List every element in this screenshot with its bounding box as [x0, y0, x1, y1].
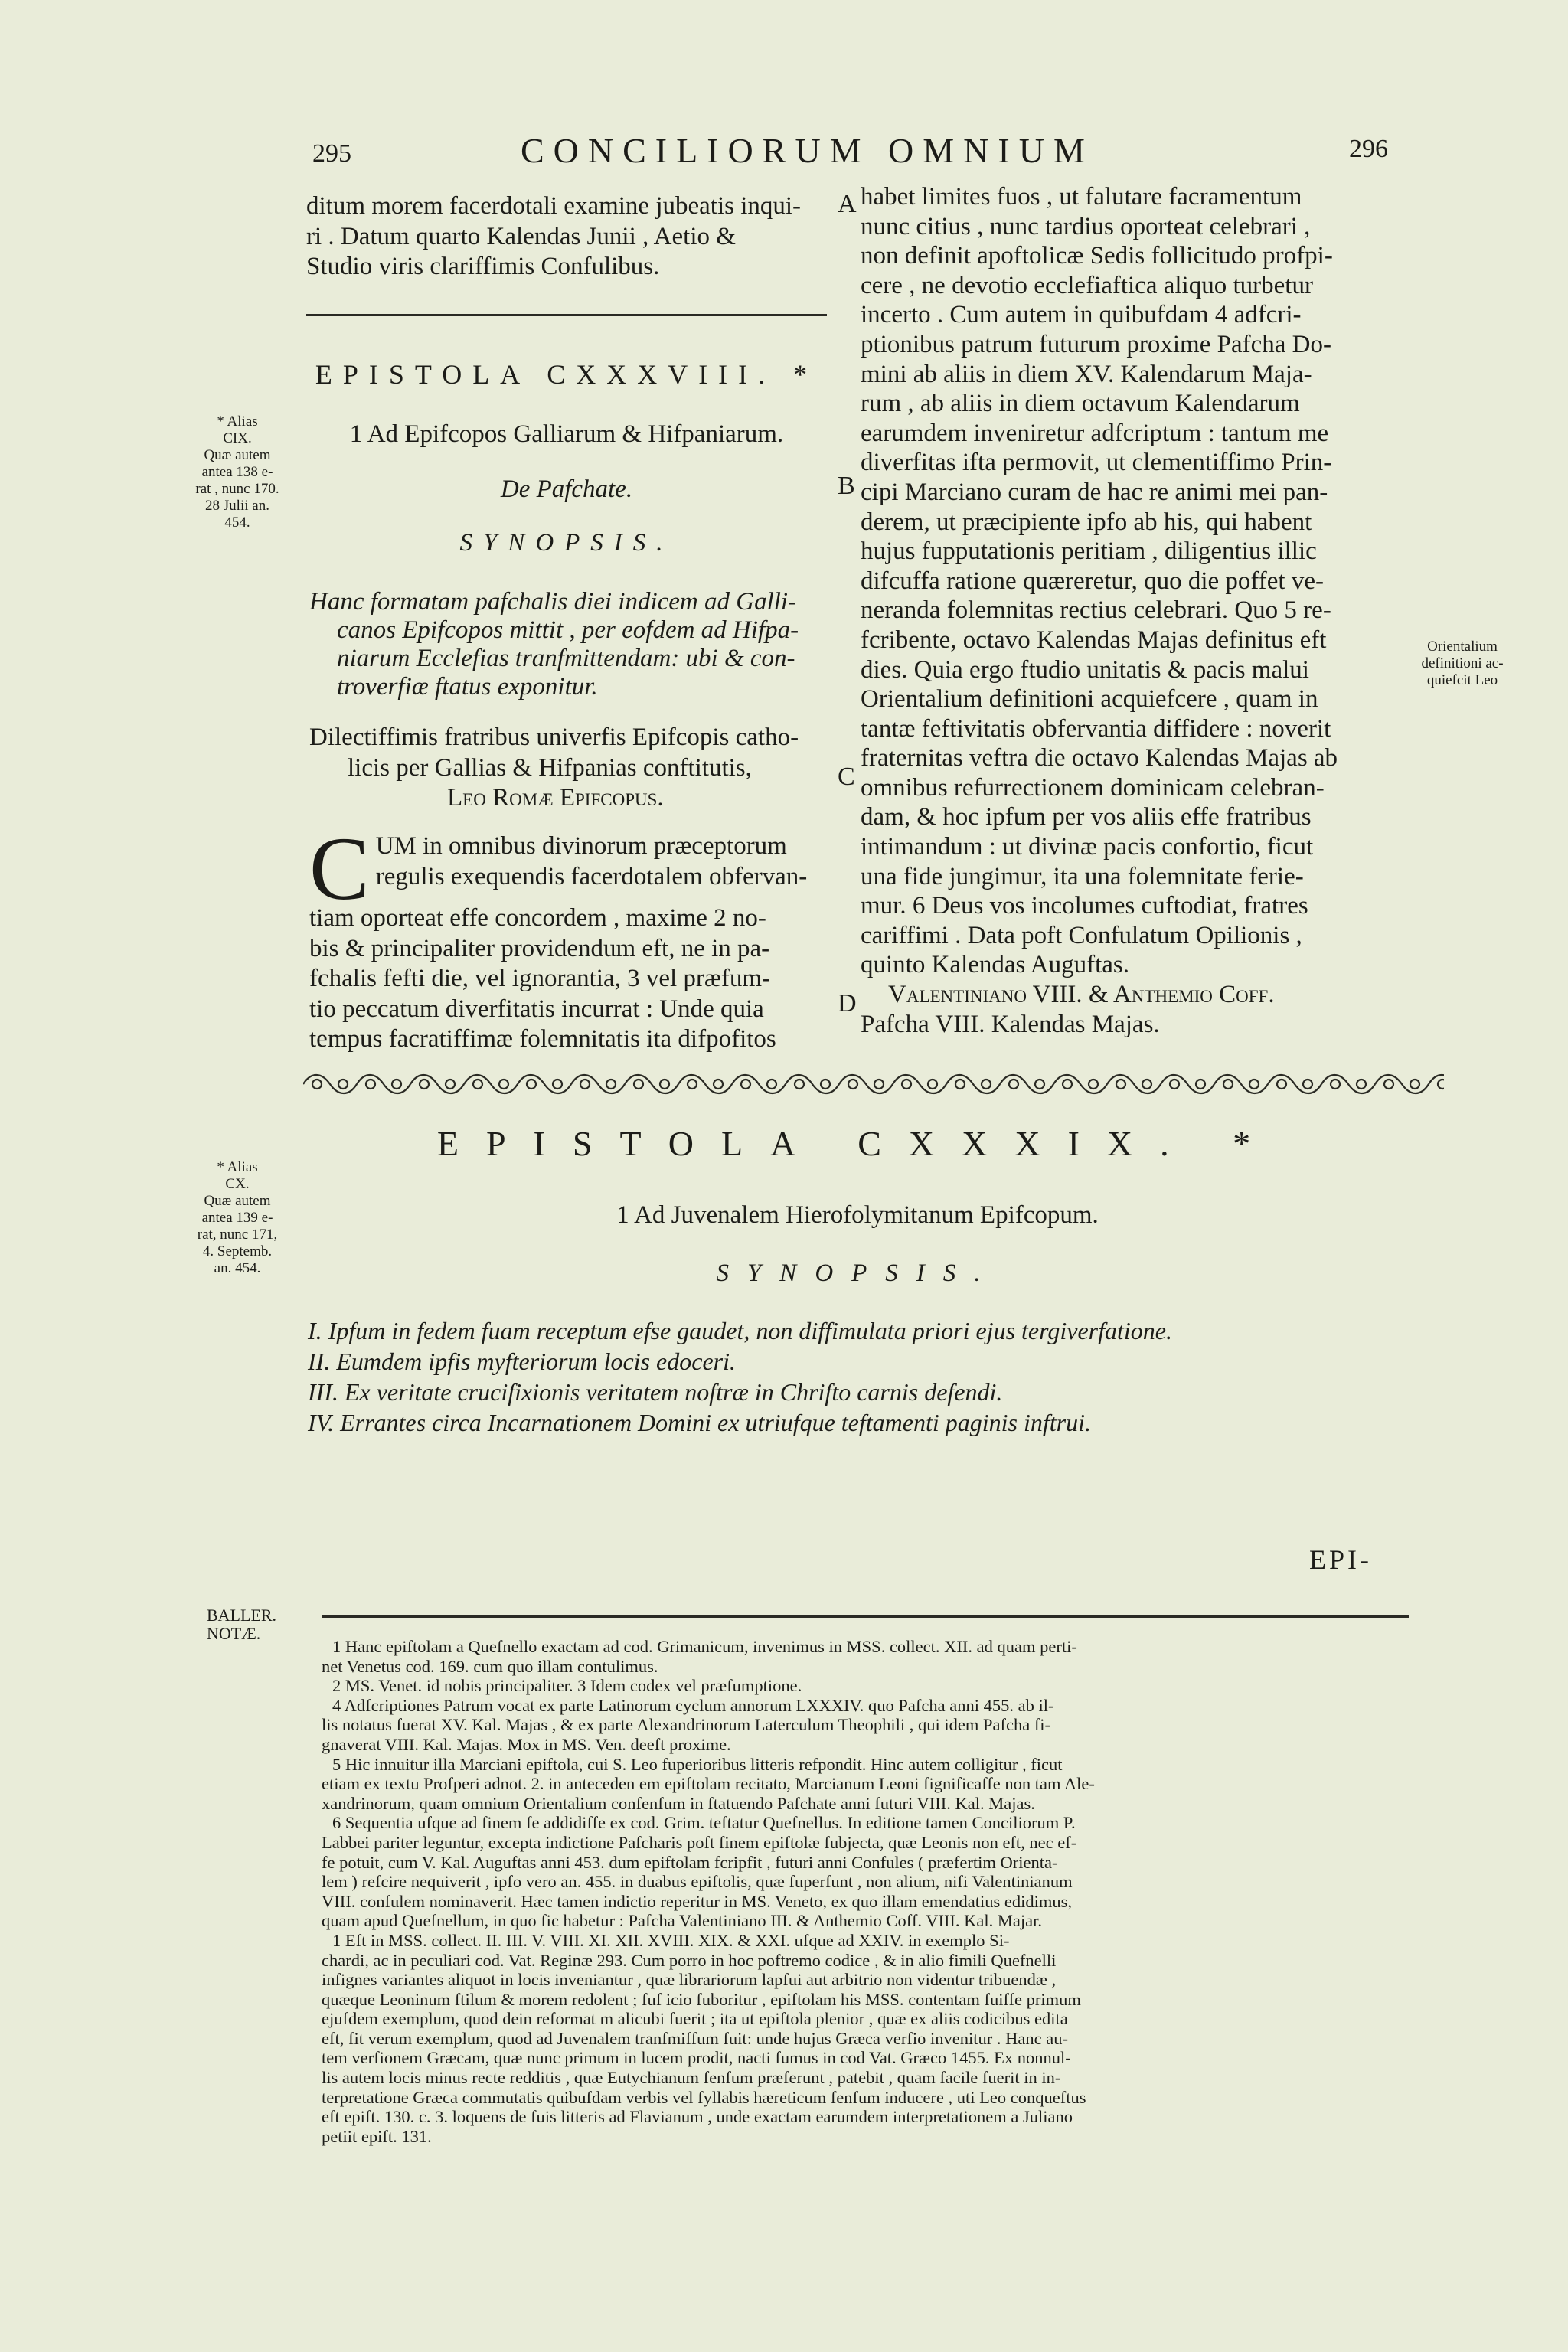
salutation-line: licis per Gallias & Hifpanias conftitutis, [348, 753, 752, 782]
footnote-line: eft epift. 130. c. 3. loquens de fuis litteris ad Flavianum , unde exactam earumdem interpretationem a Juliano [322, 2107, 1073, 2127]
ornament-motif [1375, 1075, 1429, 1093]
synopsis-2-item: IV. Errantes circa Incarnationem Domini ex utriufque teftamenti paginis inftrui. [308, 1409, 1091, 1436]
body-line: incerto . Cum autem in quibufdam 4 adfcri- [861, 301, 1302, 329]
catchword: EPI- [1309, 1544, 1372, 1575]
body-line: fcribente, octavo Kalendas Majas definitus eft [861, 626, 1327, 654]
ornament-motif [678, 1075, 732, 1093]
page-number-left: 295 [312, 139, 351, 168]
margin-note-line: NOTÆ. [207, 1624, 261, 1643]
footnote-line: eft, fit verum exemplum, quod ad Juvenalem tranfmiffum fuit: unde hujus Græca verfio invenitur . Hanc au- [322, 2028, 1068, 2048]
section-letter-b: B [838, 472, 855, 500]
footnote-line: petiit epift. 131. [322, 2126, 432, 2146]
body-line: dies. Quia ergo ftudio unitatis & pacis malui [861, 655, 1309, 684]
margin-note-line: 4. Septemb. [202, 1243, 273, 1259]
ornament-motif [303, 1075, 357, 1093]
body-line: intimandum : ut divinæ pacis confortio, ficut [861, 833, 1314, 861]
body-line: Valentiniano VIII. & Anthemio Coff. [888, 981, 1275, 1009]
ornament-motif [839, 1075, 893, 1093]
ornament-motif [893, 1075, 946, 1093]
ornament-motif [410, 1075, 464, 1093]
margin-note-line: CIX. [223, 430, 252, 446]
body-line: tiam oporteat effe concordem , maxime 2 no- [309, 904, 766, 932]
body-line: neranda folemnitas rectius celebrari. Quo 5 re- [861, 596, 1331, 625]
body-line: omnibus refurrectionem dominicam celebran- [861, 773, 1325, 802]
margin-note-line: antea 139 e- [201, 1210, 273, 1226]
synopsis-text [309, 588, 830, 701]
salutation-signature: Leo Romæ Epifcopus. [447, 784, 664, 812]
section-letter-c: C [838, 763, 855, 791]
footnote-line: xandrinorum, quam omnium Orientalium confenfum in ftatuendo Pafchate anni futuri VIII. Kal. Majas. [322, 1793, 1035, 1813]
footnote-line: quam apud Quefnellum, in quo fic habetur : Pafcha Valentiniano III. & Anthemio Coff. VIII. Kal. Majar. [322, 1911, 1043, 1931]
ornament-motif [946, 1075, 1000, 1093]
footnote-line: 1 Eft in MSS. collect. II. III. V. VIII. XI. XII. XVIII. XIX. & XXI. ufque ad XXIV. in exemplo Si- [332, 1930, 1010, 1950]
synopsis-2-heading: SYNOPSIS. [716, 1259, 999, 1287]
intro-line: ditum morem facerdotali examine jubeatis inqui- [306, 192, 802, 220]
section-rule [306, 314, 827, 316]
section-letter-a: A [838, 190, 857, 218]
margin-note-line: rat , nunc 170. [195, 481, 279, 497]
synopsis-2-item: III. Ex veritate crucifixionis veritatem noftræ in Chrifto carnis defendi. [308, 1378, 1003, 1406]
ornament-band [303, 1069, 1444, 1099]
footnote-line: Labbei pariter leguntur, excepta indictione Pafcharis poft finem epiftolæ fubjecta, quæ Leonis non eft, nec ef- [322, 1832, 1077, 1852]
page-number-right: 296 [1349, 135, 1388, 163]
margin-note-line: rat, nunc 171, [197, 1227, 278, 1243]
intro-line: ri . Datum quarto Kalendas Junii , Aetio & [306, 222, 736, 250]
margin-note-line: 28 Julii an. [205, 498, 270, 514]
body-line: dam, & hoc ipfum per vos aliis effe fratribus [861, 803, 1312, 831]
ornament-motif [1000, 1075, 1054, 1093]
ornament-motif [464, 1075, 518, 1093]
synopsis-line: canos Epifcopos mittit , per eofdem ad Hifpa- [337, 616, 799, 644]
right-column [861, 182, 1404, 1039]
footnote-line: 5 Hic innuitur illa Marciani epiftola, cui S. Leo fuperioribus litteris refpondit. Hinc autem colligitur , ficut [332, 1754, 1063, 1774]
margin-note-line: an. 454. [214, 1260, 261, 1276]
body-line: habet limites fuos , ut falutare facramentum [861, 183, 1302, 211]
margin-note-alias-cx [168, 1159, 306, 1277]
body-line: mini ab aliis in diem XV. Kalendarum Maja- [861, 360, 1312, 388]
left-column [306, 191, 835, 283]
footnote-line: fe potuit, cum V. Kal. Auguftas anni 453. dum epiftolam fcripfit , futuri anni Confules ( præfertim Orienta- [322, 1852, 1058, 1872]
ornament-motif [1107, 1075, 1161, 1093]
margin-note-line: Quæ autem [204, 1193, 271, 1209]
ornament-motif [1161, 1075, 1214, 1093]
ornament-motif [571, 1075, 625, 1093]
footnote-line: gnaverat VIII. Kal. Majas. Mox in MS. Ven. deeft proxime. [322, 1734, 731, 1754]
ornament-motif [357, 1075, 410, 1093]
ornament-motif [1268, 1075, 1321, 1093]
epistle-2-title: EPISTOLA CXXXIX. * [436, 1124, 1279, 1163]
body-line: tio peccatum diverfitatis incurrat : Unde quia [309, 995, 764, 1023]
footnote-line: lis notatus fuerat XV. Kal. Majas , & ex parte Alexandrinorum Laterculum Theophili , qui idem Pafcha fi- [322, 1715, 1051, 1735]
body-line: una fide jungimur, ita una folemnitate ferie- [861, 862, 1304, 890]
body-line: cariffimi . Data poft Confulatum Opilionis , [861, 921, 1302, 949]
epistle-title: EPISTOLA CXXXVIII. * [315, 359, 818, 390]
footnote-line: 6 Sequentia ufque ad finem fe addidiffe ex cod. Grim. teftatur Quefnellus. In editione tamen Conciliorum P. [332, 1813, 1076, 1833]
epistle-subject: De Pafchate. [500, 475, 633, 503]
ornament-motif [1054, 1075, 1107, 1093]
body-line: difcuffa ratione quæreretur, quo die poffet ve- [861, 567, 1324, 595]
footnote-line: terpretatione Græca commutatis quibufdam verbis vel fyllabis hæreticum fenfum inducere , uti Leo conqueftus [322, 2087, 1086, 2107]
synopsis-2-list [308, 1315, 1410, 1438]
salutation [309, 723, 838, 814]
margin-note-line: BALLER. [207, 1606, 277, 1625]
ornament-motif [786, 1075, 839, 1093]
body-line: non definit apoftolicæ Sedis follicitudo profpi- [861, 242, 1333, 270]
body-line: cipi Marciano curam de hac re animi mei pan- [861, 478, 1328, 506]
body-line: mur. 6 Deus vos incolumes cuftodiat, fratres [861, 892, 1308, 920]
footnote-line: VIII. confulem nominaverit. Hæc tamen indictio reperitur in MS. Veneto, ex quo illam emendatius edidimus, [322, 1891, 1072, 1911]
synopsis-heading: SYNOPSIS. [459, 529, 674, 557]
body-line: ptionibus patrum futurum proxime Pafcha Do- [861, 330, 1331, 358]
footnote-line: etiam ex textu Profperi adnot. 2. in anteceden em epiftolam recitato, Marcianum Leoni fignificaffe non tam Ale- [322, 1774, 1095, 1794]
footnote-line: net Venetus cod. 169. cum quo illam contulimus. [322, 1656, 658, 1676]
body-line: UM in omnibus divinorum præceptorum [375, 832, 787, 860]
running-title: CONCILIORUM OMNIUM [521, 131, 1094, 170]
body-line: fraternitas veftra die octavo Kalendas Majas ab [861, 744, 1338, 773]
footnote-line: tem verfionem Græcam, quæ nunc primum in lucem prodit, nacti fumus in cod Vat. Græco 1455. Ex nonnul- [322, 2048, 1071, 2068]
body-line: quinto Kalendas Auguftas. [861, 951, 1130, 979]
margin-note-line: definitioni ac- [1421, 655, 1504, 671]
body-line: earumdem inveniretur adfcriptum : tantum me [861, 419, 1329, 447]
body-line: cere , ne devotio ecclefiaftica aliquo turbetur [861, 271, 1313, 299]
section-letter-d: D [838, 989, 857, 1018]
epistle-2-addressee: 1 Ad Juvenalem Hierofolymitanum Epifcopum. [616, 1201, 1099, 1229]
body-line: fchalis fefti die, vel ignorantia, 3 vel præfum- [309, 965, 771, 992]
ornament-motif [625, 1075, 678, 1093]
ornament-motif [1214, 1075, 1268, 1093]
epistle-addressee: 1 Ad Epifcopos Galliarum & Hifpaniarum. [349, 420, 784, 448]
margin-note-line: quiefcit Leo [1426, 672, 1498, 688]
margin-note-line: Orientalium [1427, 639, 1498, 655]
ornament-motif [1321, 1075, 1375, 1093]
footnote-line: quæque Leoninum ftilum & morem redolent ; fuf icio fuboritur , epiftolam his MSS. contentam fuiffe primum [322, 1989, 1081, 2009]
margin-note-alias-cix [168, 413, 306, 531]
footnote-line: ejufdem exemplum, quod dein reformat m alicubi fuerit ; ita ut epiftola plenior , quæ ex aliis codicibus edita [322, 2009, 1068, 2029]
synopsis-line: Hanc formatam pafchalis diei indicem ad Galli- [309, 588, 797, 616]
body-line: nunc citius , nunc tardius oporteat celebrari , [861, 212, 1311, 240]
body-line: tantæ feftivitatis obfervantia diffidere : noverit [861, 714, 1331, 743]
footnote-line: 4 Adfcriptiones Patrum vocat ex parte Latinorum cyclum annorum LXXXIV. quo Pafcha anni 455. ab il- [332, 1695, 1054, 1715]
footnotes-rule [322, 1615, 1409, 1618]
body-line: Pafcha VIII. Kalendas Majas. [861, 1010, 1160, 1038]
synopsis-line: troverfiæ ftatus exponitur. [337, 673, 598, 701]
footnote-line: 2 MS. Venet. id nobis principaliter. 3 Idem codex vel præfumptione. [332, 1676, 802, 1696]
margin-note-line: antea 138 e- [201, 464, 273, 480]
synopsis-line: niarum Ecclefias tranfmittendam: ubi & con- [337, 645, 795, 672]
margin-note-orientalium [1409, 639, 1516, 689]
synopsis-2-item: I. Ipfum in fedem fuam receptum efse gaudet, non diffimulata priori ejus tergiverfatione. [308, 1317, 1172, 1344]
footnote-line: lis autem locis minus recte redditis , quæ Eutychianum fenfum præferunt , patebit , quam facile fuerit in in- [322, 2068, 1061, 2088]
margin-note-line: 454. [224, 514, 250, 531]
ornament-motif [732, 1075, 786, 1093]
body-line: rum , ab aliis in diem octavum Kalendarum [861, 390, 1300, 418]
body-line: derem, ut præcipiente ipfo ab his, qui habent [861, 508, 1312, 536]
margin-note-line: * Alias [217, 413, 258, 430]
body-line: regulis exequendis facerdotalem obfervan- [375, 862, 808, 890]
footnote-line: 1 Hanc epiftolam a Quefnello exactam ad cod. Grimanicum, invenimus in MSS. collect. XII. ad quam perti- [332, 1637, 1077, 1656]
footnote-line: chardi, ac in peculiari cod. Vat. Reginæ 293. Cum porro in hoc poftremo codice , & in alio fimili Quefnelli [322, 1950, 1057, 1970]
intro-line: Studio viris clariffimis Confulibus. [306, 253, 660, 280]
ornament-motif [518, 1075, 571, 1093]
footnote-line: lem ) refcire nequiverit , ipfo vero an. 455. in duabus epiftolis, quæ fuperfunt , non alium, nifi Valentinianum [322, 1872, 1073, 1892]
body-line: tempus facratiffimæ folemnitatis ita difpofitos [309, 1025, 776, 1053]
body-line: diverfitas ifta permovit, ut clementiffimo Prin- [861, 449, 1332, 477]
margin-note-line: CX. [225, 1176, 250, 1192]
epistle-body-left [309, 818, 838, 1055]
body-line: hujus fupputationis peritiam , diligentius illic [861, 537, 1317, 566]
notes-label [207, 1606, 299, 1643]
drop-cap: C [309, 818, 370, 919]
footnotes [322, 1637, 1409, 2146]
synopsis-2-item: II. Eumdem ipfis myfteriorum locis edoceri. [308, 1348, 736, 1375]
salutation-line: Dilectiffimis fratribus univerfis Epifcopis catho- [309, 724, 799, 751]
margin-note-line: * Alias [217, 1159, 258, 1175]
body-line: bis & principaliter providendum eft, ne in pa- [309, 934, 770, 962]
margin-note-line: Quæ autem [204, 447, 271, 463]
footnote-line: infignes variantes aliquot in locis inveniantur , quæ librariorum lapfui aut arbitrio non videntur tribuendæ , [322, 1970, 1057, 1990]
ornament-motif [1429, 1075, 1444, 1093]
body-line: Orientalium definitioni acquiefcere , quam in [861, 685, 1318, 714]
